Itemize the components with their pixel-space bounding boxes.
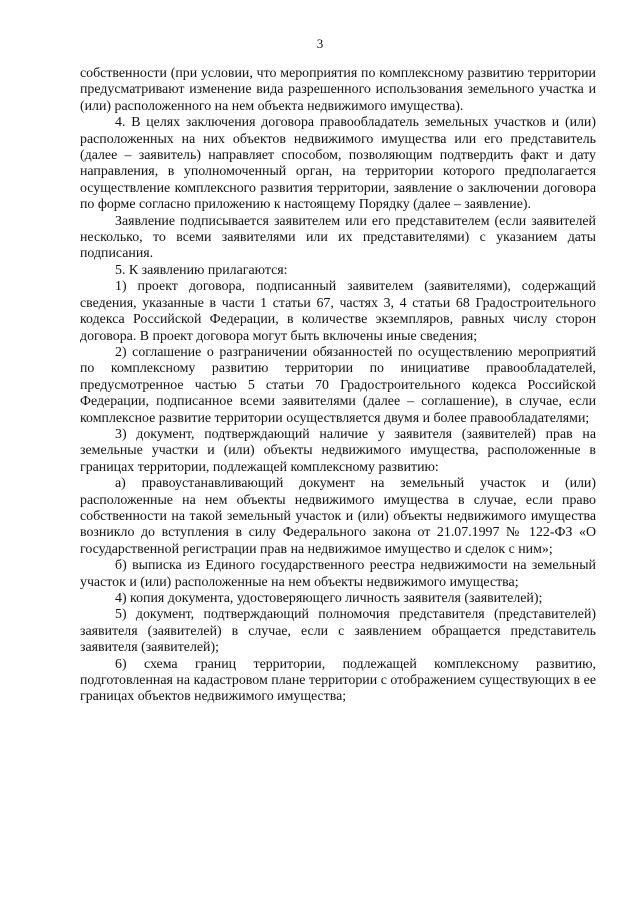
paragraph-item-5-heading: 5. К заявлению прилагаются: [115, 262, 288, 278]
list-item-4: 4) копия документа, удостоверяющего личность заявителя (заявителей); [115, 591, 543, 606]
list-item-3: 3) документ, подтверждающий наличие у заявителя (заявителей) прав на земельные участки и (или) объекты недвижимого имущества, расположенные в границах территории, подлежащей комплексному развитию: [80, 426, 596, 475]
list-item-2: 2) соглашение о разграничении обязанностей по осуществлению мероприятий по комплексному развитию территории по инициативе правообладателей, предусмотренное частью 5 статьи 70 Градостроительного кодекса Российской Федерации, подписанное всеми заявителями (далее – соглашение), в случае, если комплексное развитие территории осуществляется двумя и более правообладателями; [80, 344, 596, 426]
paragraph-item-4: 4. В целях заключения договора правообладатель земельных участков и (или) расположенных на них объектов недвижимого имущества или его представитель (далее – заявитель) направляет способом, позволяющим подтвердить факт и дату направления, в уполномоченный орган, на территории которого предполагается осуществление комплексного развития территории, заявление о заключении договора по форме согласно приложению к настоящему Порядку (далее – заявление). [80, 115, 596, 213]
paragraph-continuation: собственности (при условии, что мероприятия по комплексному развитию территории предусматривают изменение вида разрешенного использования земельного участка и (или) расположенного на нем объекта недвижимого имущества). [80, 66, 596, 114]
list-item-3b: б) выписка из Единого государственного реестра недвижимости на земельный участок и (или) расположенные на нем объекты недвижимого имущества; [80, 558, 596, 590]
list-item-6: 6) схема границ территории, подлежащей комплексному развитию, подготовленная на кадастровом плане территории с отображением существующих в ее границах объектов недвижимого имущества; [80, 656, 596, 705]
document-body [80, 66, 596, 706]
list-item-5: 5) документ, подтверждающий полномочия представителя (представителей) заявителя (заявителей) в случае, если с заявлением обращается представитель заявителя (заявителей); [80, 607, 596, 656]
list-item-1: 1) проект договора, подписанный заявителем (заявителями), содержащий сведения, указанные в части 1 статьи 67, частях 3, 4 статьи 68 Градостроительного кодекса Российской Федерации, в количестве экземпляров, равных числу сторон договора. В проект договора могут быть включены иные сведения; [80, 279, 596, 344]
page-number: 3 [316, 36, 324, 51]
list-item-3a: а) правоустанавливающий документ на земельный участок и (или) расположенные на нем объекты недвижимого имущества в случае, если право собственности на такой земельный участок и (или) объекты недвижимого имущества возникло до вступления в силу Федерального закона от 21.07.1997 № 122-ФЗ «О государственной регистрации прав на недвижимое имущество и сделок с ним»; [80, 476, 596, 557]
paragraph-signature-note: Заявление подписывается заявителем или его представителем (если заявителей несколько, то всеми заявителями или их представителями) с указанием даты подписания. [80, 213, 596, 262]
